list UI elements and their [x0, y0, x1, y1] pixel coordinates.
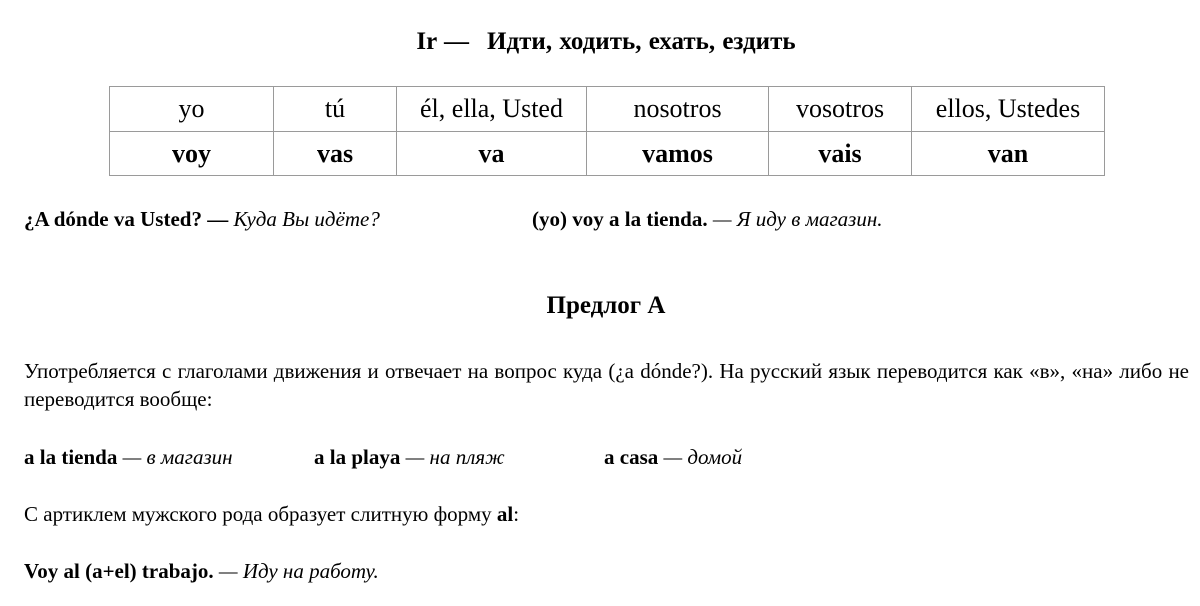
example-answer: [532, 207, 883, 232]
pronoun-cell: vosotros: [769, 87, 912, 132]
phrase-item: [604, 445, 742, 470]
article-rule-end: :: [513, 502, 520, 526]
phrase-item: [314, 445, 505, 470]
example-answer-spanish: (yo) voy a la tienda.: [532, 207, 708, 231]
pronoun-cell: él, ella, Usted: [397, 87, 587, 132]
final-example-russian: — Иду на работу.: [213, 559, 379, 583]
pronoun-cell: ellos, Ustedes: [912, 87, 1105, 132]
article-rule-text: С артиклем мужского рода образует слитную форму: [24, 502, 497, 526]
phrase-item: [24, 445, 233, 470]
section-heading: Предлог А: [546, 292, 666, 319]
final-example-spanish: Voy al (a+el) trabajo.: [24, 559, 214, 583]
verb-form-cell: voy: [110, 132, 274, 176]
pronoun-cell: yo: [110, 87, 274, 132]
example-question: [24, 207, 380, 232]
final-example: [24, 559, 379, 584]
article-rule: [24, 502, 519, 527]
title-verb: Ir —: [416, 28, 470, 55]
verb-form-cell: va: [397, 132, 587, 176]
phrase-spanish: a la tienda: [24, 445, 118, 469]
verb-form-cell: van: [912, 132, 1105, 176]
verb-form-cell: vais: [769, 132, 912, 176]
verb-form-cell: vas: [274, 132, 397, 176]
example-answer-russian: — Я иду в магазин.: [707, 207, 883, 231]
title-translation: Идти, ходить, ехать, ездить: [487, 28, 796, 55]
example-question-spanish: ¿A dónde va Usted? —: [24, 207, 229, 231]
conjugation-table: [109, 86, 1105, 176]
verb-form-cell: vamos: [587, 132, 769, 176]
example-question-russian: Куда Вы идёте?: [228, 207, 380, 231]
page-title: [0, 28, 1200, 56]
phrase-russian: — домой: [658, 445, 743, 469]
pronoun-cell: tú: [274, 87, 397, 132]
pronoun-row: [110, 87, 1105, 132]
pronoun-cell: nosotros: [587, 87, 769, 132]
section-description: Употребляется с глаголами движения и отвечает на вопрос куда (¿a dónde?). На русский язык переводится как «в», «на» либо не переводится вообще:: [24, 359, 1189, 411]
verb-form-row: [110, 132, 1105, 176]
phrase-spanish: a la playa: [314, 445, 401, 469]
article-rule-bold: al: [496, 502, 514, 526]
phrase-russian: — в магазин: [117, 445, 233, 469]
phrase-russian: — на пляж: [400, 445, 505, 469]
phrase-spanish: a casa: [604, 445, 659, 469]
